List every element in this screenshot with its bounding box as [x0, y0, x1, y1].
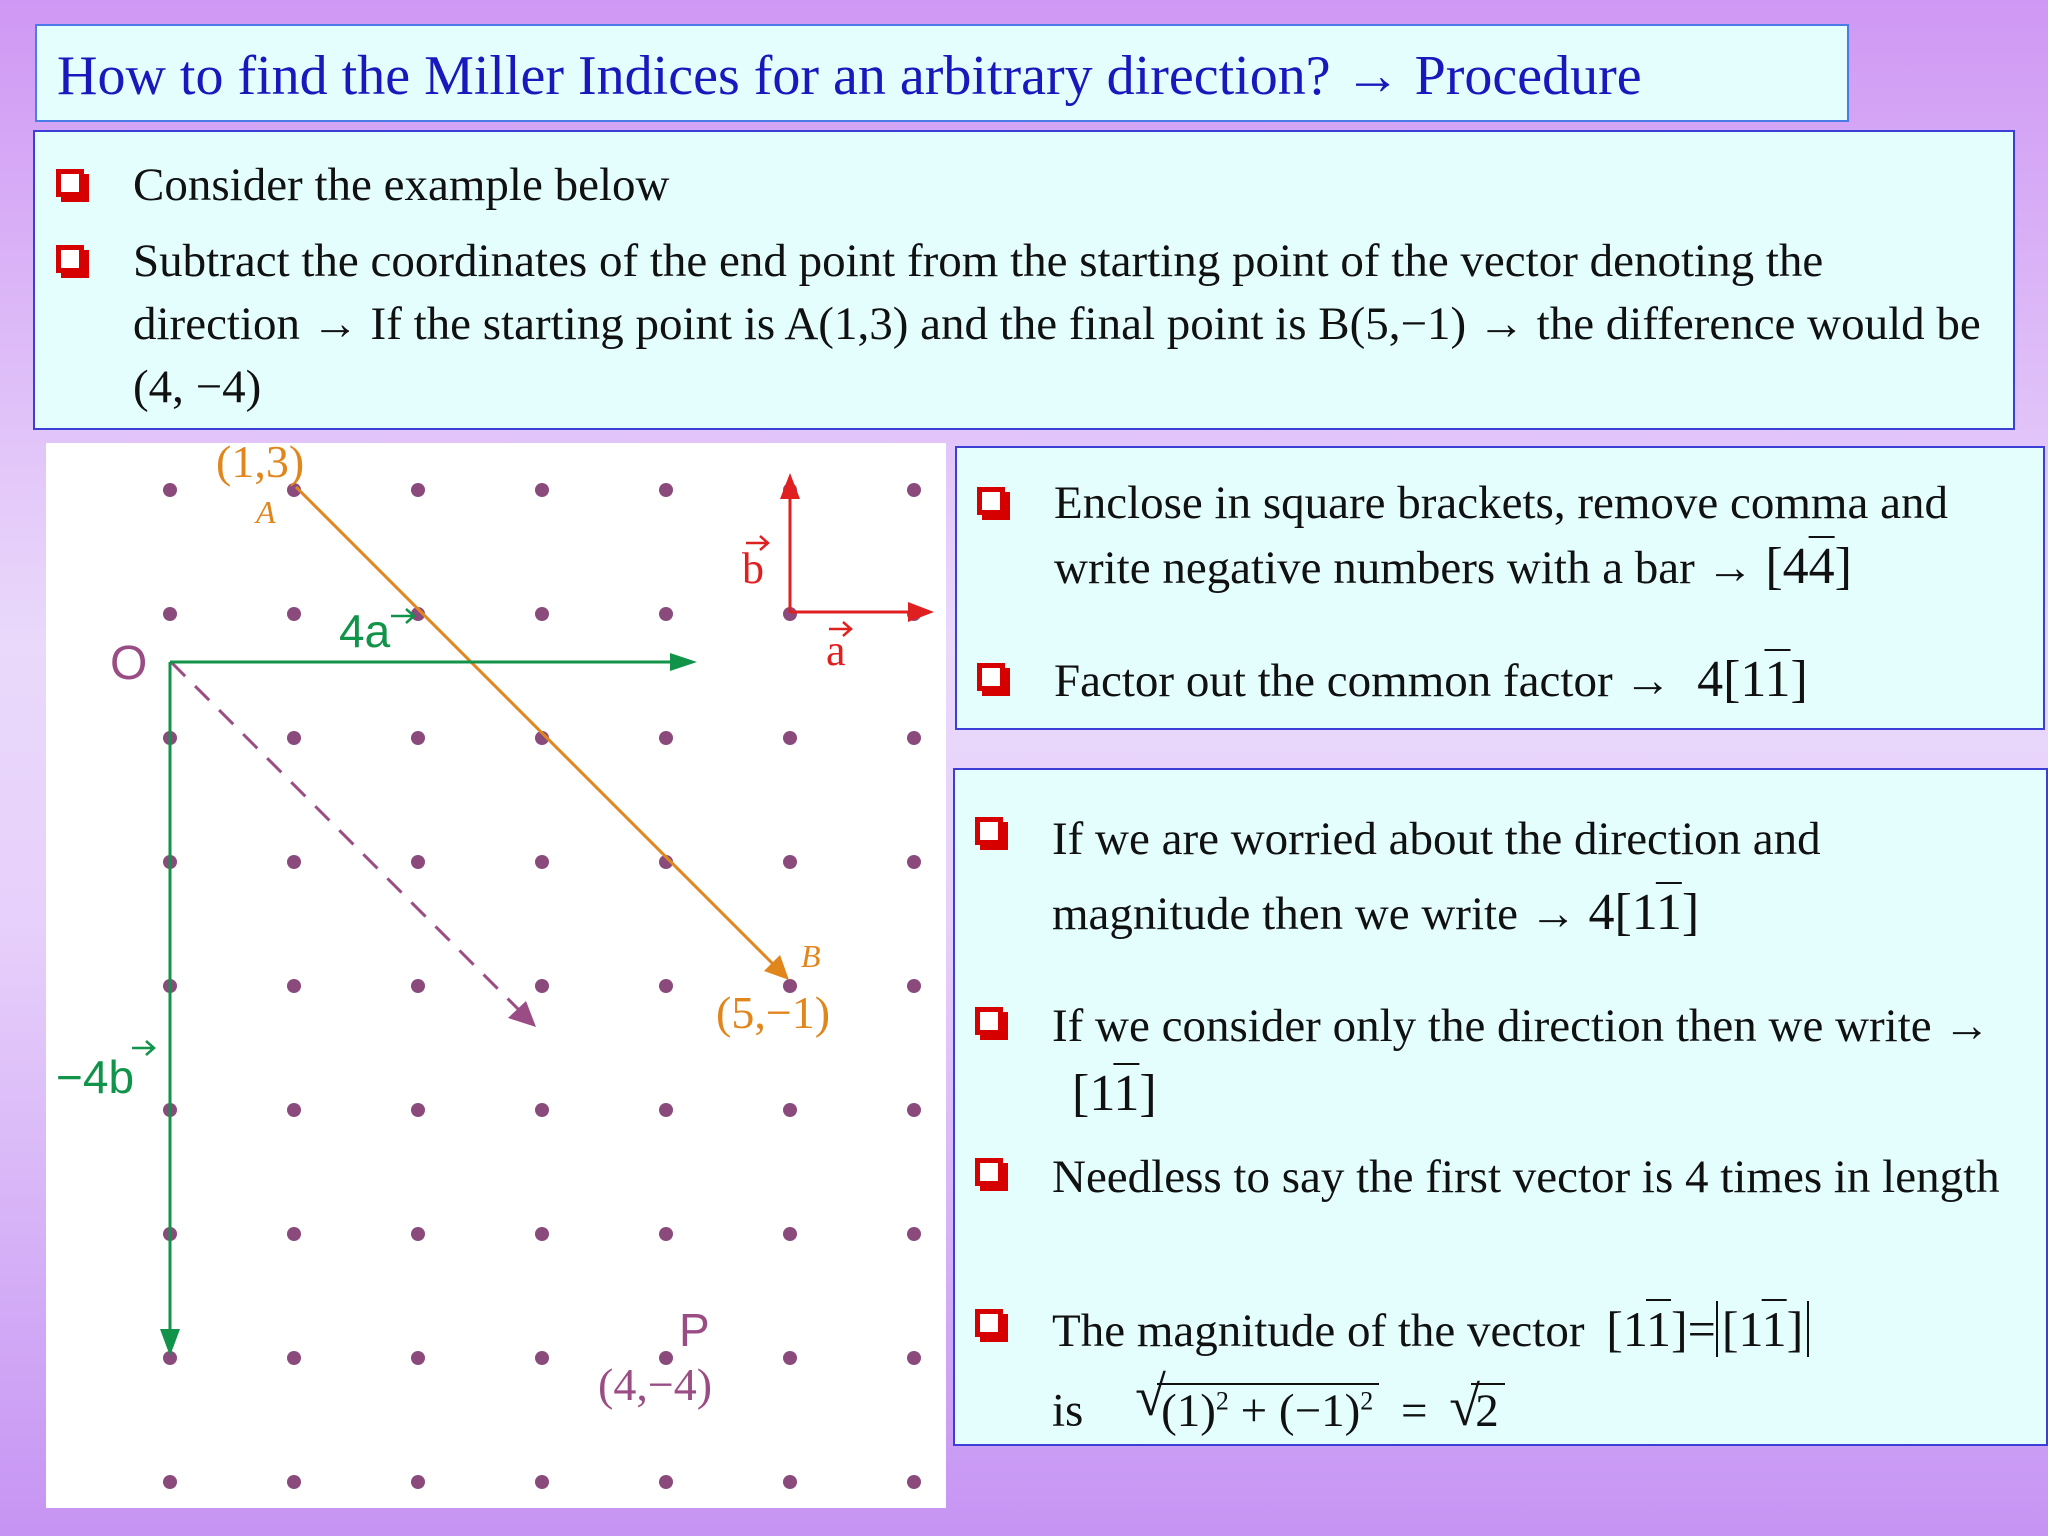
lattice-point — [535, 1103, 549, 1117]
lattice-point — [659, 1227, 673, 1241]
bracket-bullet-text: Enclose in square brackets, remove comma and write negative numbers with a bar → — [1054, 477, 1948, 594]
lattice-diagram — [46, 443, 946, 1508]
lattice-point — [411, 731, 425, 745]
intro-bullet-1 — [133, 154, 1993, 217]
point-p-label: P — [679, 1304, 710, 1356]
lattice-point — [535, 1351, 549, 1365]
lattice-point — [411, 483, 425, 497]
title-box — [35, 24, 1849, 122]
direction-only-bullet — [1052, 992, 2037, 1129]
lattice-point — [535, 979, 549, 993]
lattice-point — [659, 483, 673, 497]
direction-only-math: [11] — [1072, 1065, 1157, 1122]
direction-only-text: If we consider only the direction then we write → — [1052, 1000, 1991, 1052]
lattice-point — [783, 731, 797, 745]
point-b-label: B — [801, 938, 821, 974]
checkbox-bullet-icon — [975, 1158, 1003, 1186]
lattice-point — [907, 979, 921, 993]
lattice-point — [287, 731, 301, 745]
lattice-point — [659, 979, 673, 993]
magnitude-direction-math: 4[11] — [1588, 884, 1700, 941]
basis-a-arrowhead — [908, 602, 934, 622]
bracket-result-math: [44] — [1765, 538, 1852, 595]
checkbox-bullet-icon — [56, 169, 84, 197]
lattice-point — [907, 483, 921, 497]
length-bullet — [1052, 1143, 2037, 1211]
checkbox-bullet-icon — [977, 487, 1005, 515]
intro-bullet-text: Subtract the coordinates of the end point from the starting point of the vector denoting the direction → If the starting point is A(1,3) and the final point is B(5,−1) → the difference would be (4, −4) — [133, 235, 1981, 413]
lattice-point — [783, 1475, 797, 1489]
is-word: is — [1052, 1384, 1084, 1437]
lattice-point — [783, 855, 797, 869]
lattice-point — [411, 1103, 425, 1117]
vector-op-dashed — [171, 662, 531, 1022]
lattice-point — [535, 1227, 549, 1241]
lattice-point — [783, 1103, 797, 1117]
lattice-point — [287, 607, 301, 621]
lattice-point — [287, 855, 301, 869]
lattice-dots — [163, 483, 921, 1489]
vector-4a-arrowhead — [670, 653, 697, 671]
slide-title: How to find the Miller Indices for an arbitrary direction? → Procedure — [57, 45, 1642, 107]
intro-bullet-text: Consider the example below — [133, 159, 670, 211]
checkbox-bullet-icon — [975, 1309, 1003, 1337]
magnitude-direction-text: If we are worried about the direction and magnitude then we write → — [1052, 813, 1821, 940]
lattice-point — [287, 1103, 301, 1117]
lattice-point — [411, 855, 425, 869]
basis-b-label: b — [742, 544, 764, 593]
lattice-point — [411, 1475, 425, 1489]
checkbox-bullet-icon — [975, 817, 1003, 845]
length-bullet-text: Needless to say the first vector is 4 times in length — [1052, 1151, 2000, 1203]
lattice-point — [535, 1475, 549, 1489]
checkbox-bullet-icon — [977, 663, 1005, 691]
right-box-1 — [955, 446, 2045, 730]
factor-bullet-text: Factor out the common factor → — [1054, 655, 1672, 707]
factor-result-math: 4[11] — [1697, 651, 1808, 708]
point-a-label: A — [256, 494, 276, 530]
lattice-point — [411, 1351, 425, 1365]
lattice-point — [907, 1475, 921, 1489]
lattice-point — [163, 1475, 177, 1489]
magnitude-bullet-text: The magnitude of the vector — [1052, 1305, 1585, 1357]
lattice-point — [907, 855, 921, 869]
magnitude-bullet — [1052, 1294, 2037, 1446]
magnitude-equation-math: [11]= [11] — [1606, 1301, 1809, 1357]
basis-a-label: a — [826, 626, 846, 675]
lattice-point — [287, 1475, 301, 1489]
bracket-bullet — [1054, 472, 2039, 600]
lattice-point — [783, 1351, 797, 1365]
intro-box — [33, 130, 2015, 430]
vector-4a-label: 4a — [339, 605, 391, 657]
vector-arrow-icon — [391, 609, 414, 623]
vector-minus4b-label: −4b — [56, 1051, 135, 1103]
lattice-point — [287, 1227, 301, 1241]
point-b-coordinate: (5,−1) — [716, 987, 831, 1038]
lattice-point — [287, 979, 301, 993]
lattice-point — [411, 979, 425, 993]
lattice-point — [783, 1227, 797, 1241]
lattice-point — [659, 607, 673, 621]
right-box-2 — [953, 768, 2048, 1446]
lattice-point — [535, 607, 549, 621]
lattice-point — [535, 483, 549, 497]
factor-bullet — [1054, 648, 2039, 713]
lattice-point — [907, 1351, 921, 1365]
point-a-coordinate: (1,3) — [216, 443, 305, 487]
lattice-point — [907, 1227, 921, 1241]
lattice-point — [163, 483, 177, 497]
lattice-point — [535, 855, 549, 869]
lattice-point — [287, 1351, 301, 1365]
origin-label: O — [110, 637, 148, 690]
checkbox-bullet-icon — [56, 245, 84, 273]
sqrt-sign-icon: √ $(1)^2 + (-1)^2$ — [1135, 1366, 1379, 1446]
lattice-point — [659, 1103, 673, 1117]
intro-bullet-2 — [133, 230, 1993, 419]
lattice-point — [163, 607, 177, 621]
point-p-coordinate: (4,−4) — [598, 1359, 713, 1410]
vector-ab-line — [296, 487, 786, 977]
lattice-svg — [46, 443, 946, 1508]
lattice-point — [659, 731, 673, 745]
lattice-point — [659, 1475, 673, 1489]
basis-b-arrowhead — [780, 473, 800, 499]
lattice-point — [907, 1103, 921, 1117]
checkbox-bullet-icon — [975, 1007, 1003, 1035]
magnitude-direction-bullet — [1052, 802, 1952, 951]
vector-minus4b-arrowhead — [160, 1329, 180, 1356]
sqrt-sign-icon: √ 2 — [1449, 1376, 1505, 1446]
sqrt-expression: √ $(1)^2 + (-1)^2$ = √ 2 — [1135, 1385, 1505, 1437]
lattice-point — [411, 1227, 425, 1241]
lattice-point — [907, 731, 921, 745]
vector-arrow-icon — [132, 1041, 154, 1055]
